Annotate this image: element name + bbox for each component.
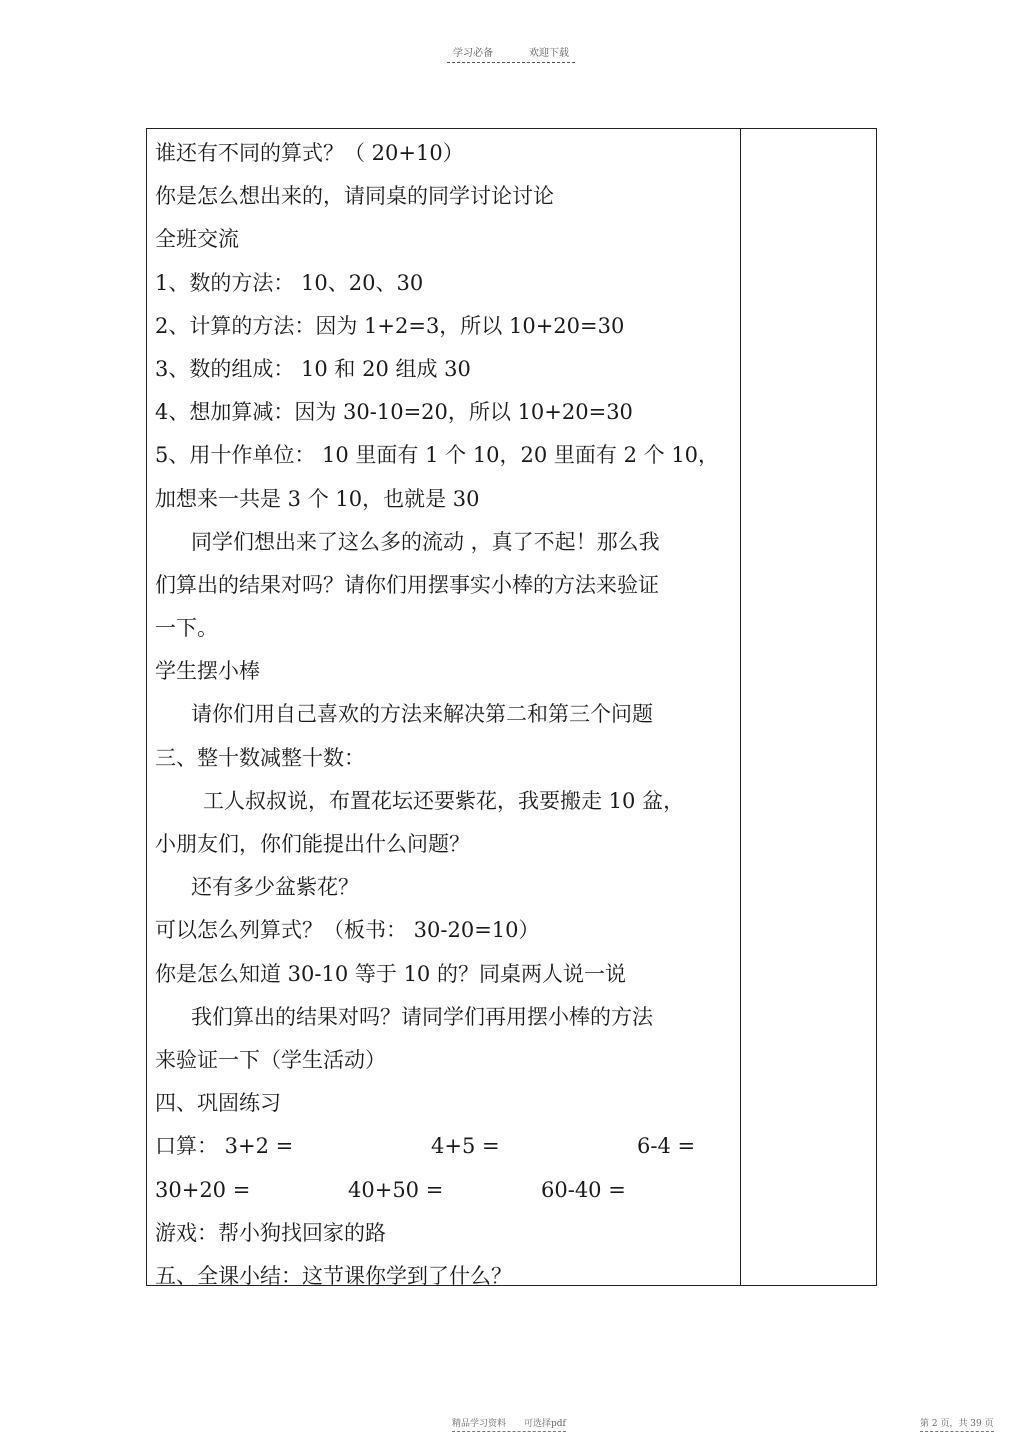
text-line: 学生摆小棒 xyxy=(155,659,260,684)
page-header xyxy=(447,40,575,63)
text-line: 工人叔叔说，布置花坛还要紫花，我要搬走 10 盆， xyxy=(203,788,685,813)
text-line: 可以怎么列算式？（板书： 30-20=10） xyxy=(155,918,540,943)
text-line: 3、数的组成： 10 和 20 组成 30 xyxy=(155,356,471,381)
text-line: 谁还有不同的算式？（ 20+10） xyxy=(155,141,464,165)
oral-calc-row-2 xyxy=(155,1169,735,1212)
header-right-text: 欢迎下载 xyxy=(529,48,569,59)
text-line: 全班交流 xyxy=(155,227,239,252)
text-line: 一下。 xyxy=(155,616,218,641)
text-line: 来验证一下（学生活动） xyxy=(155,1047,386,1072)
text-line: 加想来一共是 3 个 10，也就是 30 xyxy=(155,486,480,511)
section-heading: 四、巩固练习 xyxy=(155,1091,281,1116)
section-heading: 五、全课小结：这节课你学到了什么？ xyxy=(155,1263,512,1288)
oral-calc-item: 4+5 = xyxy=(431,1134,500,1159)
text-line: 你是怎么想出来的，请同桌的同学讨论讨论 xyxy=(155,184,554,209)
text-line: 还有多少盆紫花？ xyxy=(191,875,359,900)
oral-calc-item: 口算： 3+2 = xyxy=(155,1134,294,1159)
text-line: 我们算出的结果对吗？请同学们再用摆小棒的方法 xyxy=(191,1004,653,1029)
page-number: 第 2 页，共 39 页 xyxy=(920,1416,994,1432)
oral-calc-item: 40+50 = xyxy=(348,1177,444,1202)
text-line: 游戏：帮小狗找回家的路 xyxy=(155,1220,386,1245)
footer-left-text: 精品学习资料 可选择pdf xyxy=(452,1416,566,1432)
text-line: 请你们用自己喜欢的方法来解决第二和第三个问题 xyxy=(191,702,653,727)
header-left-text: 学习必备 xyxy=(453,48,493,59)
text-line: 2、计算的方法：因为 1+2=3，所以 10+20=30 xyxy=(155,313,625,338)
text-line: 4、想加算减：因为 30-10=20，所以 10+20=30 xyxy=(155,400,633,425)
lesson-content xyxy=(155,132,735,1298)
text-line: 5、用十作单位： 10 里面有 1 个 10，20 里面有 2 个 10， xyxy=(155,443,720,468)
text-line: 同学们想出来了这么多的流动 ，真了不起！那么我 xyxy=(191,529,660,554)
oral-calc-item: 30+20 = xyxy=(155,1177,251,1202)
text-line: 小朋友们，你们能提出什么问题？ xyxy=(155,832,470,856)
text-line: 你是怎么知道 30-10 等于 10 的？同桌两人说一说 xyxy=(155,961,626,986)
text-line: 们算出的结果对吗？请你们用摆事实小棒的方法来验证 xyxy=(155,572,659,597)
oral-calc-item: 60-40 = xyxy=(541,1177,626,1202)
oral-calc-item: 6-4 = xyxy=(637,1134,696,1159)
section-heading: 三、整十数减整十数： xyxy=(155,745,365,770)
oral-calc-row-1 xyxy=(155,1125,735,1168)
column-divider xyxy=(740,128,741,1286)
text-line: 1、数的方法： 10、20、30 xyxy=(155,270,424,295)
